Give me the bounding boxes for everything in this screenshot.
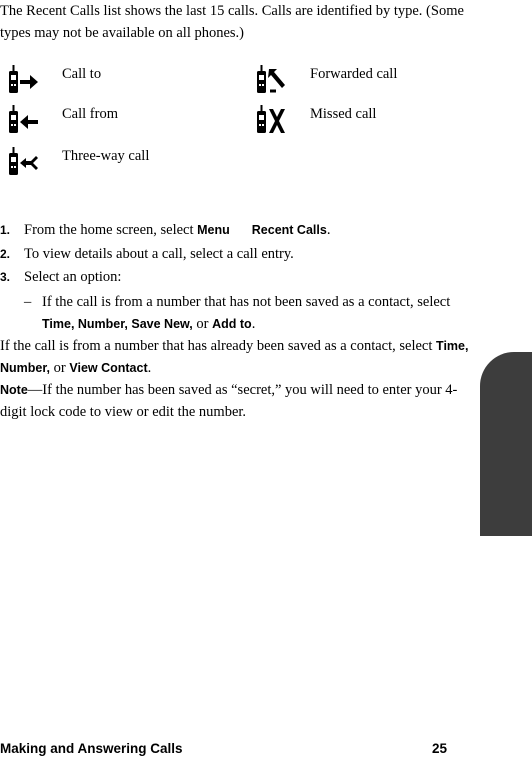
page-number: 25 [432,741,448,756]
note-paragraph: Note—If the number has been saved as “secret,” you will need to enter your 4-digit lock code to view or edit the number. [0,382,458,420]
step-text: From the home screen, select Menu Recent Calls. [24,222,331,238]
recent-calls-term: Recent Calls [251,223,327,237]
contact-paragraph: If the call is from a number that has already been saved as a contact, select Time, Number, or View Contact. [0,338,469,376]
legend-label: Missed call [310,106,377,122]
add-to-term: Add to [212,317,252,331]
view-contact-term: View Contact [69,361,148,375]
forwarded-call-icon [254,63,290,99]
step-text: To view details about a call, select a call entry. [24,246,294,262]
option-text: If the call is from a number that has not been saved as a contact, select Time, Number, Save New, or Add to. [42,294,451,332]
step-number: 1. [0,223,11,237]
note-label: Note [0,383,28,397]
call-from-icon [6,103,42,139]
step-number: 2. [0,247,11,261]
step-text: Select an option: [24,269,122,285]
dash-bullet: – [24,294,32,310]
option-terms: Time, Number, [0,339,469,375]
three-way-call-icon [6,145,42,181]
legend-label: Call to [62,66,102,82]
legend-label: Three-way call [62,148,150,164]
step-number: 3. [0,270,11,284]
option-terms: Time, Number, Save New, [42,317,193,331]
legend-label: Call from [62,106,118,122]
footer-chapter-title: Making and Answering Calls [0,741,183,756]
section-tab [480,352,532,536]
menu-term: Menu [197,223,230,237]
legend-label: Forwarded call [310,66,398,82]
missed-call-icon [254,103,290,139]
intro-paragraph: The Recent Calls list shows the last 15 calls. Calls are identified by type. (Some types may not be available on all phones.) [0,3,464,41]
call-to-icon [6,63,42,99]
